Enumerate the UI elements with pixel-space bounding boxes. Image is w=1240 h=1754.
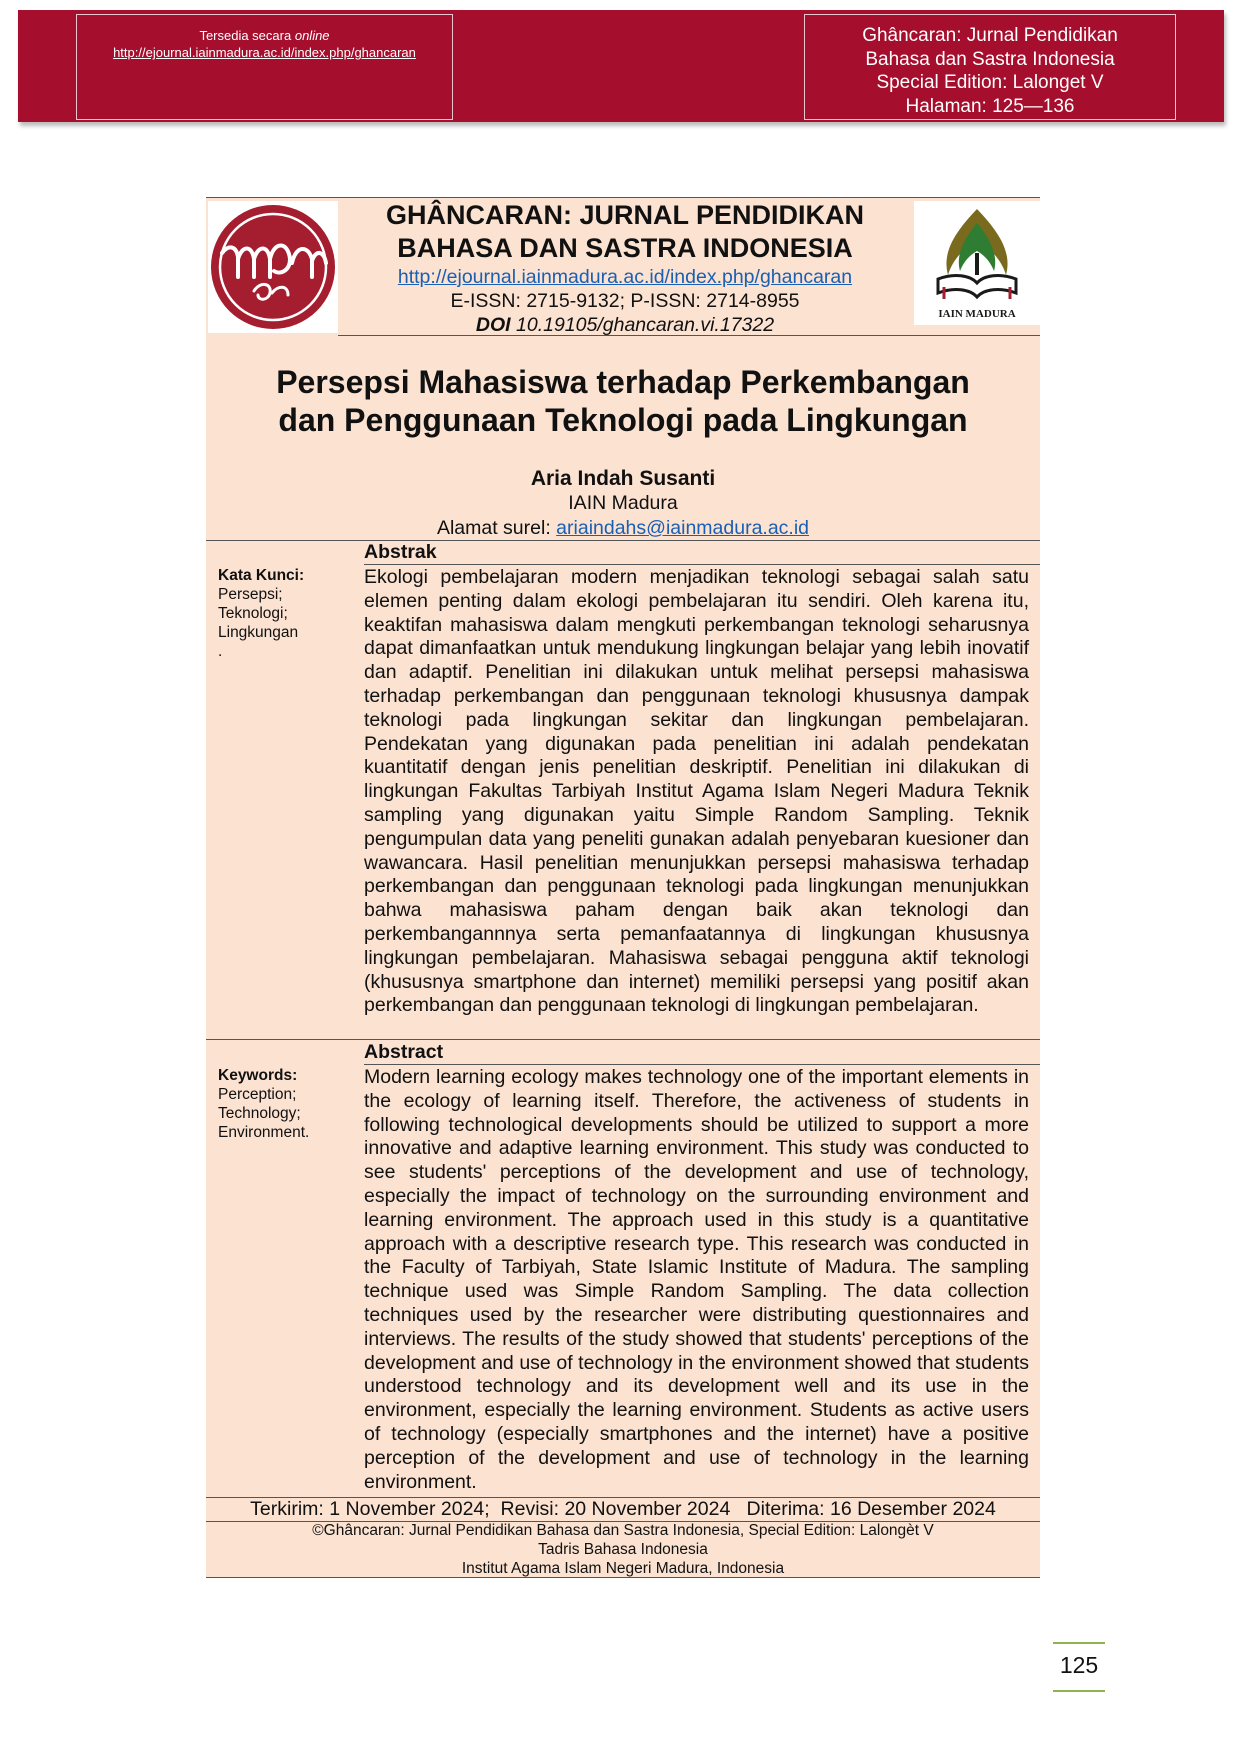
author-email [206, 516, 1040, 540]
rule-top [206, 197, 1040, 198]
keyword-item: Technology; [218, 1105, 301, 1122]
keywords-label: Keywords: [218, 1067, 298, 1084]
journal-logo [208, 201, 338, 333]
author-institution: IAIN Madura [568, 492, 678, 514]
journal-url-link[interactable]: http://ejournal.iainmadura.ac.id/index.php/ghancaran [397, 266, 853, 288]
keyword-item: Lingkungan [218, 624, 299, 641]
page-number-box [1053, 1642, 1105, 1692]
doi-value: 10.19105/ghancaran.vi.17322 [510, 314, 775, 336]
journal-info-line: Special Edition: Lalonget V [876, 72, 1104, 93]
article-title-line: Persepsi Mahasiswa terhadap Perkembangan [276, 364, 970, 400]
abstrak-text: Ekologi pembelajaran modern menjadikan teknologi sebagai salah satu elemen penting dalam ekologi pembelajaran itu sendiri. Oleh karena itu, keaktifan mahasiswa dalam mengkuti perkembangan teknologi seharusnya dapat dimanfaatkan untuk mendukung lingkungan belajar yang lebih inovatif dan adaptif. Penelitian ini dilakukan untuk melihat persepsi mahasiswa terhadap perkembangan dan penggunaan teknologi khususnya dampak teknologi pada lingkungan sekitar dan lingkungan pembelajaran. Pendekatan yang digunakan pada penelitian ini adalah pendekatan kuantitatif dengan jenis penelitian deskriptif. Penelitian ini dilakukan di lingkungan Fakultas Tarbiyah Institut Agama Islam Negeri Madura Teknik sampling yang digunakan yaitu Simple Random Sampling. Teknik pengumpulan data yang peneliti gunakan adalah penyebaran kuesioner dan wawancara. Hasil penelitian menunjukkan persepsi mahasiswa terhadap perkembangan dan penggunaan teknologi pada lingkungan menunjukkan bahwa mahasiswa paham dengan baik akan teknologi dan perkembangannnya serta pemanfaatannya di lingkungan khususnya lingkungan pembelajaran. Mahasiswa sebagai pengguna aktif teknologi (khususnya smartphone dan internet) memiliki persepsi yang positif akan perkembangan dan penggunaan teknologi di lingkungan pembelajaran. [364, 566, 1029, 1017]
rule-below-abstrak-heading [364, 564, 1040, 565]
iain-madura-logo-icon [914, 201, 1040, 325]
ghancaran-logo-icon [208, 201, 338, 333]
kata-kunci-block [218, 566, 348, 661]
rule-above-abstrak [206, 540, 1040, 541]
journal-doi [340, 313, 910, 337]
page-number-rule-top [1053, 1642, 1105, 1644]
journal-title-line: BAHASA DAN SASTRA INDONESIA [397, 233, 853, 263]
email-link[interactable]: ariaindahs@iainmadura.ac.id [556, 517, 810, 539]
header-journal-link[interactable]: http://ejournal.iainmadura.ac.id/index.php/ghancaran [113, 45, 416, 60]
keyword-item: Teknologi; [218, 605, 288, 622]
copyright-line: ©Ghâncaran: Jurnal Pendidikan Bahasa dan Sastra Indonesia, Special Edition: Lalongèt V [312, 1522, 934, 1539]
abstract-heading: Abstract [364, 1041, 444, 1063]
kata-kunci-label: Kata Kunci: [218, 567, 305, 584]
iain-logo-text: IAIN MADURA [938, 308, 1016, 320]
journal-info-text [805, 24, 1175, 118]
author-name: Aria Indah Susanti [530, 467, 716, 490]
rule-above-abstract [206, 1039, 1040, 1040]
copyright-line: Tadris Bahasa Indonesia [538, 1541, 708, 1558]
journal-issn: E-ISSN: 2715-9132; P-ISSN: 2714-8955 [450, 290, 800, 312]
journal-info-box [804, 14, 1176, 120]
journal-title-line: GHÂNCARAN: JURNAL PENDIDIKAN [385, 200, 864, 230]
page-number: 125 [1059, 1652, 1099, 1678]
header-banner [18, 10, 1224, 122]
keyword-item: Persepsi; [218, 586, 283, 603]
keyword-item: Perception; [218, 1086, 297, 1103]
email-label: Alamat surel: [436, 517, 557, 539]
keywords-block [218, 1066, 348, 1142]
submission-dates: Terkirim: 1 November 2024; Revisi: 20 November 2024 Diterima: 16 Desember 2024 [250, 1498, 996, 1520]
availability-text [77, 27, 452, 61]
doi-label: DOI [475, 314, 511, 336]
keyword-item: Environment. [218, 1124, 310, 1141]
journal-info-line: Halaman: 125—136 [905, 95, 1075, 117]
journal-info-line: Ghâncaran: Jurnal Pendidikan [862, 25, 1118, 46]
journal-title [340, 199, 910, 265]
article-title [206, 363, 1040, 439]
iain-logo [914, 201, 1040, 325]
abstrak-heading: Abstrak [364, 541, 437, 563]
page-number-rule-bottom [1053, 1690, 1105, 1692]
copyright-line: Institut Agama Islam Negeri Madura, Indonesia [461, 1560, 785, 1577]
rule-below-abstract-heading [364, 1064, 1040, 1065]
availability-box [76, 14, 453, 120]
availability-online: online [294, 28, 330, 43]
copyright-block [206, 1521, 1040, 1578]
abstract-text: Modern learning ecology makes technology one of the important elements in the ecology of learning itself. Therefore, the activeness of students in following technological developments should be utilized to support a more innovative and adaptive learning environment. This study was conducted to see students' perceptions of the development and use of technology, especially the impact of technology on the surrounding environment and learning environment. The approach used in this study is a quantitative approach with a descriptive research type. This research was conducted in the Faculty of Tarbiyah, State Islamic Institute of Madura. The sampling technique used was Simple Random Sampling. The data collection techniques used by the researcher were distributing questionnaires and interviews. The results of the study showed that students' perceptions of the development and use of technology in the environment showed that students understood technology and its development well and its use in the environment, especially the learning environment. Students as active users of technology (especially smartphones and the internet) have a positive perception of the development and use of technology in the learning environment. [364, 1066, 1029, 1493]
keyword-item: . [218, 643, 223, 660]
journal-info-line: Bahasa dan Sastra Indonesia [865, 48, 1115, 70]
availability-prefix: Tersedia secara [199, 28, 292, 43]
article-title-line: dan Penggunaan Teknologi pada Lingkungan [278, 402, 968, 438]
